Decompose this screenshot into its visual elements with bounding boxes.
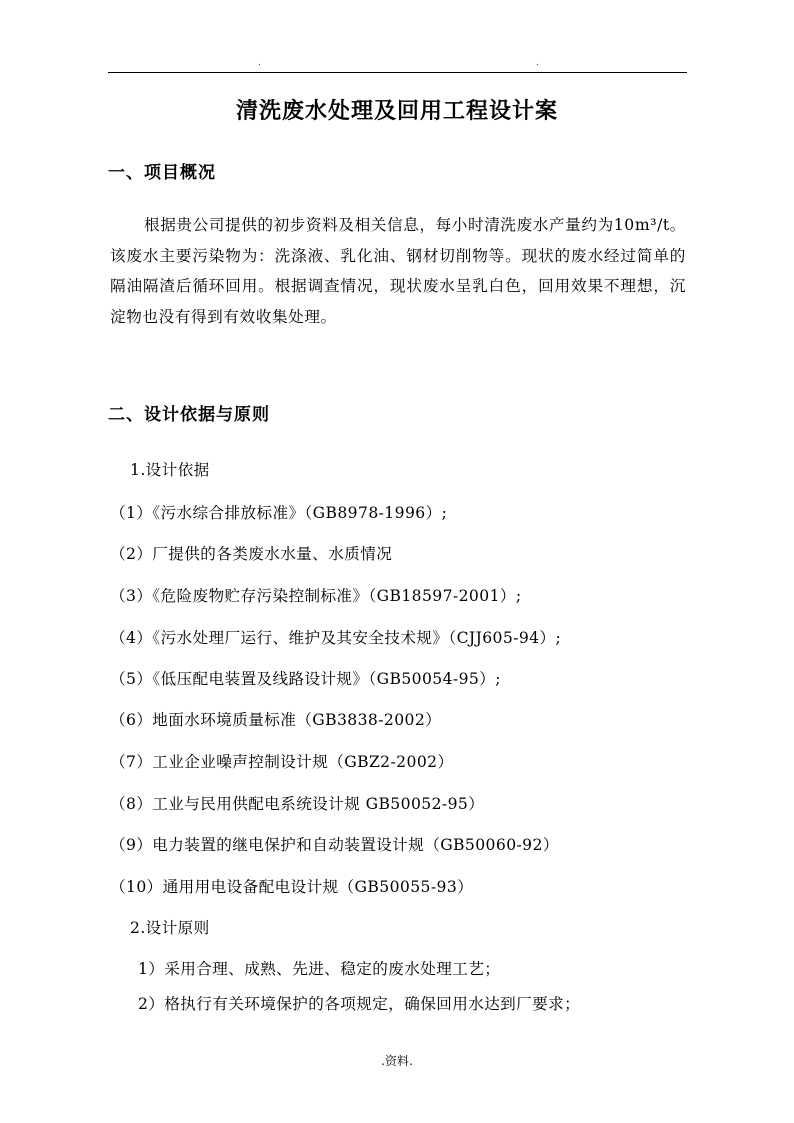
basis-item-2: （2）厂提供的各类废水水量、水质情况 bbox=[110, 545, 393, 563]
principle-heading: 2.设计原则 bbox=[130, 919, 210, 937]
basis-item-1: （1）《污水综合排放标准》（GB8978-1996）; bbox=[110, 504, 448, 522]
section1-paragraph-text: 根据贵公司提供的初步资料及相关信息，每小时清洗废水产量约为10m³/t。该废水主要污染物为：洗涤液、乳化油、钢材切削物等。现状的废水经过简单的隔油隔渣后循环回用。根据调查情况，现状废水呈乳白色，回用效果不理想，沉淀物也没有得到有效收集处理。 bbox=[110, 216, 686, 326]
header-dot-left: . bbox=[258, 58, 261, 68]
basis-item-7: （7）工业企业噪声控制设计规（GBZ2-2002） bbox=[110, 753, 454, 771]
basis-item-4: （4）《污水处理厂运行、维护及其安全技术规》（CJJ605-94）; bbox=[110, 629, 562, 647]
document-title: 清洗废水处理及回用工程设计案 bbox=[235, 98, 558, 124]
header-rule bbox=[108, 72, 687, 73]
basis-item-6: （6）地面水环境质量标准（GB3838-2002） bbox=[110, 711, 442, 729]
basis-item-3: （3）《危险废物贮存污染控制标准》（GB18597-2001）; bbox=[110, 587, 522, 605]
section2-heading: 二、设计依据与原则 bbox=[108, 405, 270, 425]
section1-heading: 一、项目概况 bbox=[108, 163, 216, 183]
basis-item-9: （9）电力装置的继电保护和自动装置设计规（GB50060-92） bbox=[110, 836, 559, 854]
header-dot-right: . bbox=[536, 58, 539, 68]
basis-item-5: （5）《低压配电装置及线路设计规》（GB50054-95）; bbox=[110, 670, 501, 688]
basis-item-10: （10）通用用电设备配电设计规（GB50055-93） bbox=[110, 878, 474, 896]
basis-item-8: （8）工业与民用供配电系统设计规 GB50052-95） bbox=[110, 795, 485, 813]
principle-item-1: 1）采用合理、成熟、先进、稳定的废水处理工艺； bbox=[138, 960, 501, 978]
page-footer: .资料. bbox=[381, 1054, 413, 1068]
basis-heading: 1.设计依据 bbox=[130, 461, 210, 479]
principle-item-2: 2）格执行有关环境保护的各项规定，确保回用水达到厂要求； bbox=[138, 995, 581, 1013]
section1-paragraph bbox=[110, 210, 686, 332]
